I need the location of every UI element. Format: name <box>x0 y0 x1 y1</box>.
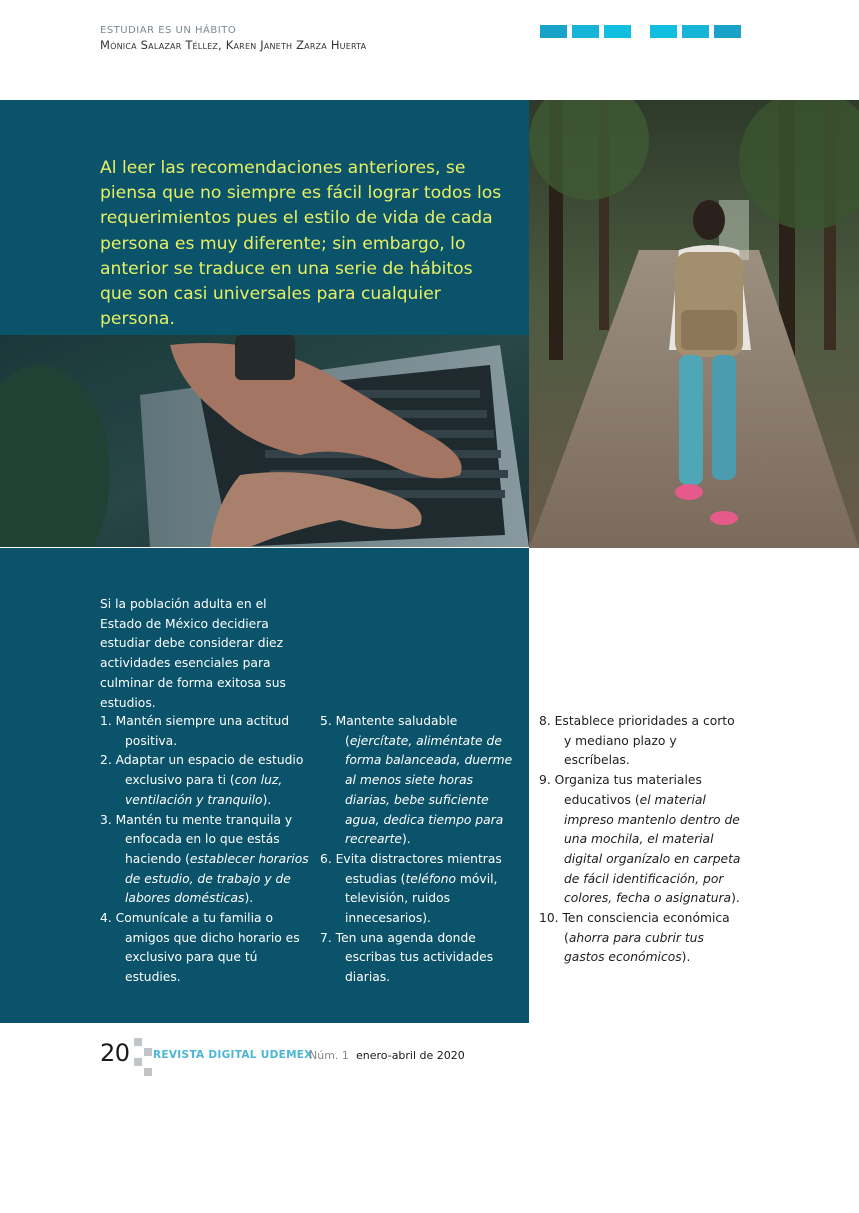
header-accent-square <box>604 25 631 38</box>
laptop-typing-photo <box>0 335 529 547</box>
list-item: 8. Establece prioridades a corto y mediano plazo y escríbelas. <box>539 714 735 768</box>
list-item: 1. Mantén siempre una actitud positiva. <box>100 714 290 748</box>
header-accent-square <box>650 25 677 38</box>
running-header-authors: Mónica Salazar Téllez, Karen Janeth Zarza Huerta <box>100 38 367 52</box>
footer-square-icon <box>144 1048 152 1056</box>
recommendations-column-2 <box>320 712 520 988</box>
list-item: 2. Adaptar un espacio de estudio exclusivo para ti (con luz, ventilación y tranquilo). <box>100 753 304 807</box>
list-item: 9. Organiza tus materiales educativos (el material impreso mantenlo dentro de una mochila, el material digital organízalo en carpeta de fácil identificación, por colores, fecha o asignatura). <box>539 773 741 906</box>
header-accent-square <box>540 25 567 38</box>
intro-paragraph: Si la población adulta en el Estado de México decidiera estudiar debe considerar diez actividades esenciales para culminar de forma exitosa sus estudios. <box>100 597 286 710</box>
recommendations-column-1 <box>100 712 310 988</box>
running-header-section: ESTUDIAR ES UN HÁBITO <box>100 25 237 36</box>
issue-number: Núm. 1 <box>309 1049 349 1062</box>
header-accent-square <box>682 25 709 38</box>
hiker-trail-photo <box>529 100 859 548</box>
header-accent-square <box>572 25 599 38</box>
recommendations-column-3 <box>539 712 744 968</box>
page-number: 20 <box>100 1039 130 1067</box>
pull-quote: Al leer las recomendaciones anteriores, se piensa que no siempre es fácil lograr todos los requerimientos pues el estilo de vida de cada persona es muy diferente; sin embargo, lo anterior se traduce en una serie de hábitos que son casi universales para cualquier persona. <box>100 158 502 330</box>
list-item: 10. Ten consciencia económica (ahorra para cubrir tus gastos económicos). <box>539 911 730 965</box>
footer-square-icon <box>134 1038 142 1046</box>
header-accent-square <box>714 25 741 38</box>
list-item: 7. Ten una agenda donde escribas tus actividades diarias. <box>320 930 494 985</box>
issue-date: enero-abril de 2020 <box>356 1049 465 1062</box>
list-item: 5. Mantente saludable (ejercítate, aliméntate de forma balanceada, duerme al menos siete horas diarias, bebe suficiente agua, dedica tiempo para recrearte). <box>320 714 513 847</box>
list-item: 6. Evita distractores mientras estudias (teléfono móvil, televisión, ruidos innecesarios). <box>320 851 502 926</box>
footer-square-icon <box>134 1058 142 1066</box>
magazine-name: REVISTA DIGITAL UDEMEX <box>153 1049 313 1061</box>
list-item: 3. Mantén tu mente tranquila y enfocada en lo que estás haciendo (establecer horarios de estudio, de trabajo y de labores domésticas). <box>100 812 309 906</box>
list-item: 4. Comunícale a tu familia o amigos que dicho horario es exclusivo para que tú estudies. <box>100 911 300 985</box>
footer-square-icon <box>144 1068 152 1076</box>
